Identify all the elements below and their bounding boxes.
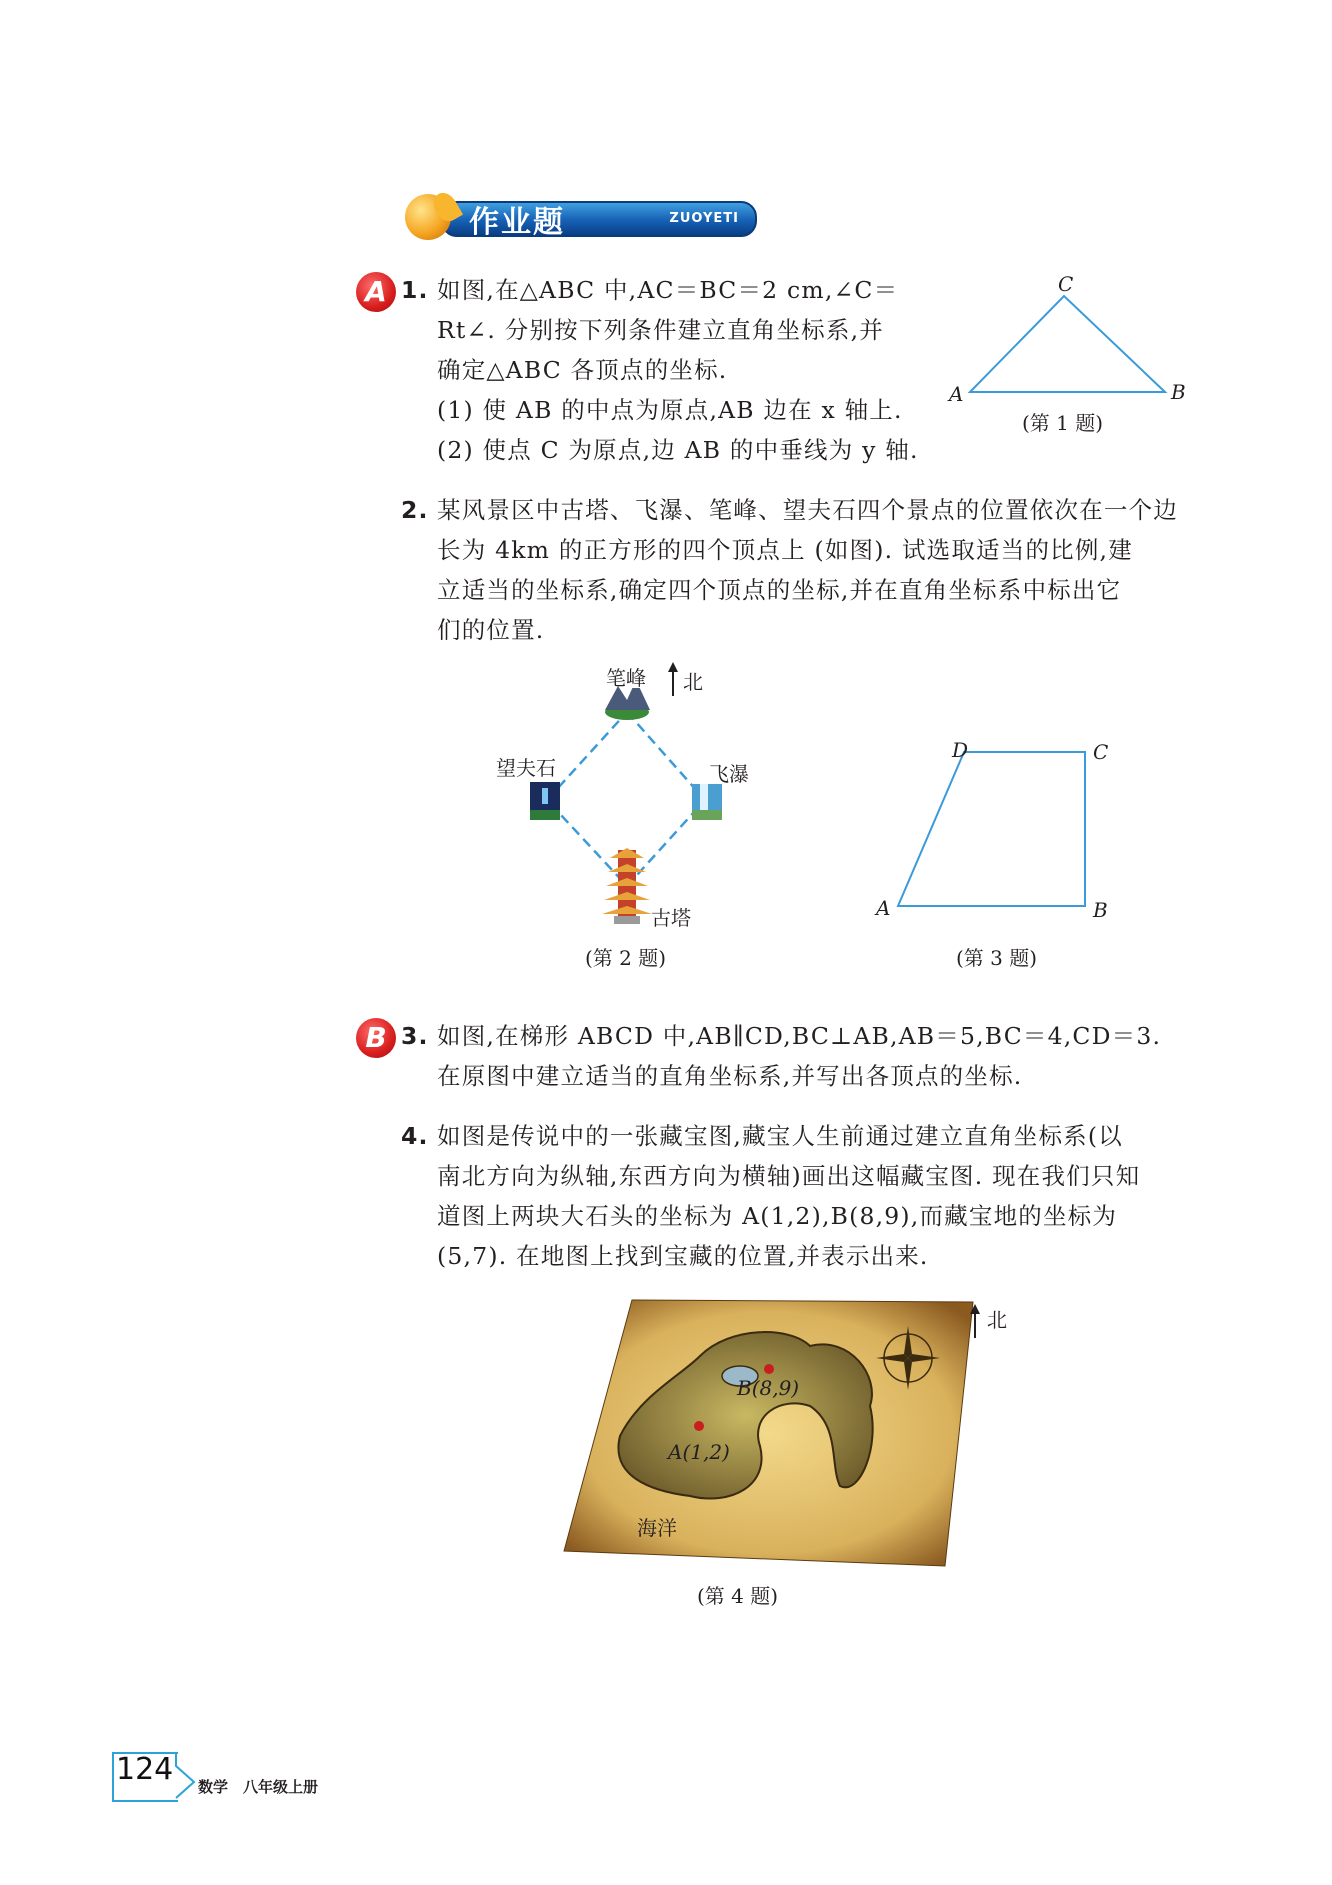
q4-line-1: 如图是传说中的一张藏宝图,藏宝人生前通过建立直角坐标系(以: [437, 1122, 1123, 1150]
stone-icon: [530, 782, 560, 820]
q4-line-4: (5,7). 在地图上找到宝藏的位置,并表示出来.: [437, 1242, 929, 1270]
fig2-waterfall-label: 飞瀑: [709, 762, 749, 786]
q2-line-4: 们的位置.: [437, 616, 545, 644]
q4-line-3: 道图上两块大石头的坐标为 A(1,2),B(8,9),而藏宝地的坐标为: [437, 1202, 1118, 1230]
section-title: 作业题: [469, 205, 565, 240]
figure-4-treasure-map: [560, 1296, 1040, 1596]
fig1-label-c: C: [1058, 272, 1074, 296]
q3-line-1: 如图,在梯形 ABCD 中,AB∥CD,BC⊥AB,AB＝5,BC＝4,CD＝3.: [437, 1022, 1162, 1050]
waterfall-icon: [692, 784, 722, 820]
north-arrow-head: [668, 662, 678, 672]
fig2-peak-label: 笔峰: [606, 666, 646, 690]
q2-line-3: 立适当的坐标系,确定四个顶点的坐标,并在直角坐标系中标出它: [437, 576, 1122, 604]
level-b-badge: B: [356, 1018, 396, 1058]
q3-line-2: 在原图中建立适当的直角坐标系,并写出各顶点的坐标.: [437, 1062, 1023, 1090]
fig2-stone-label: 望夫石: [496, 756, 556, 780]
fig2-pagoda-label: 古塔: [651, 906, 691, 930]
fig3-label-b: B: [1093, 898, 1108, 922]
q1-line-2: Rt∠. 分别按下列条件建立直角坐标系,并: [437, 316, 884, 344]
q2-number: 2.: [401, 496, 429, 524]
page-number: 124: [116, 1752, 174, 1787]
section-subtitle: ZUOYETI: [669, 211, 739, 226]
fig4-caption: (第 4 题): [697, 1584, 779, 1608]
fig1-caption: (第 1 题): [1022, 411, 1104, 435]
fig1-label-b: B: [1171, 380, 1186, 404]
fig4-ocean-label: 海洋: [637, 1516, 677, 1540]
q1-number: 1.: [401, 276, 429, 304]
fig1-label-a: A: [949, 382, 964, 406]
section-banner: [405, 198, 757, 240]
level-a-badge: A: [356, 272, 396, 312]
page-tab-arrow-icon: [174, 1752, 198, 1802]
fig2-caption: (第 2 题): [585, 946, 667, 970]
q4-line-2: 南北方向为纵轴,东西方向为横轴)画出这幅藏宝图. 现在我们只知: [437, 1162, 1141, 1190]
point-b-marker: [764, 1364, 774, 1374]
fig3-caption: (第 3 题): [956, 946, 1038, 970]
triangle-abc: [970, 296, 1165, 392]
q1-line-5: (2) 使点 C 为原点,边 AB 的中垂线为 y 轴.: [437, 436, 919, 464]
figure-2-square: [480, 660, 780, 960]
q1-line-4: (1) 使 AB 的中点为原点,AB 边在 x 轴上.: [437, 396, 903, 424]
q2-line-2: 长为 4km 的正方形的四个顶点上 (如图). 试选取适当的比例,建: [437, 536, 1133, 564]
fig4-north-label: 北: [987, 1308, 1007, 1332]
figure-3-trapezoid: [880, 730, 1120, 930]
fig2-north-label: 北: [683, 670, 703, 694]
pagoda-icon: [602, 848, 652, 924]
fig4-point-b-label: B(8,9): [737, 1376, 800, 1400]
q2-line-1: 某风景区中古塔、飞瀑、笔峰、望夫石四个景点的位置依次在一个边: [437, 496, 1178, 524]
point-a-marker: [694, 1421, 704, 1431]
fig3-label-c: C: [1093, 740, 1109, 764]
fig4-point-a-label: A(1,2): [668, 1440, 730, 1464]
fig3-label-d: D: [952, 738, 969, 762]
book-title: 数学 八年级上册: [198, 1778, 319, 1796]
q4-number: 4.: [401, 1122, 429, 1150]
fig3-label-a: A: [876, 896, 891, 920]
q1-line-1: 如图,在△ABC 中,AC＝BC＝2 cm,∠C＝: [437, 276, 899, 304]
q1-line-3: 确定△ABC 各顶点的坐标.: [437, 356, 728, 384]
q3-number: 3.: [401, 1022, 429, 1050]
trapezoid-abcd: [898, 752, 1085, 906]
